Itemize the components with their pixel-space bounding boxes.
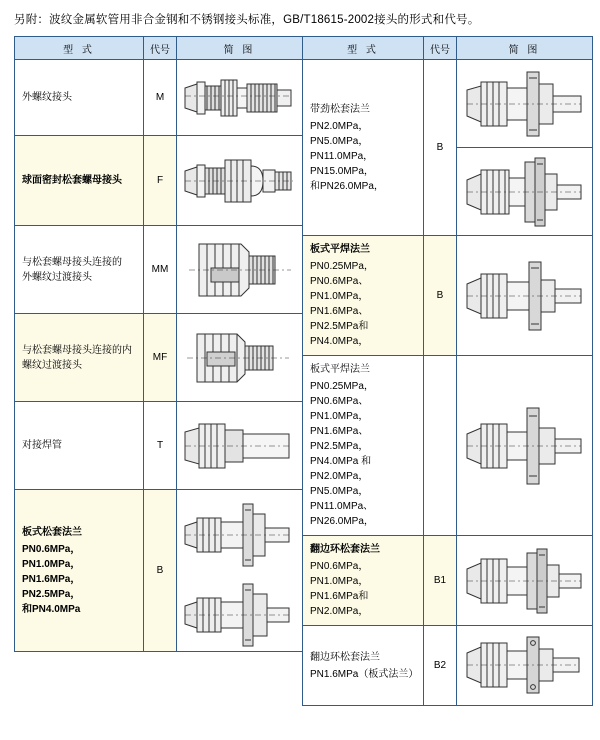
row-name-line: PN2.5MPa，PN4.0MPa 和 <box>310 441 372 467</box>
row-code-cell: F <box>144 136 177 226</box>
row-name-line: PN0.6MPa，PN1.0MPa， <box>22 543 81 570</box>
plate-flat-weld-flange-figure-2 <box>457 394 592 498</box>
female-thread-transition-figure <box>177 322 302 394</box>
left-header-row <box>15 37 303 60</box>
row-code-cell: T <box>144 402 177 490</box>
right-table-head <box>303 37 593 60</box>
left-header-type: 型 式 <box>15 37 144 60</box>
row-name-line: PN1.6MPa和PN2.0MPa， <box>310 591 369 617</box>
row-code-cell: MF <box>144 314 177 402</box>
row-figure-cell <box>177 226 303 314</box>
right-header-row <box>303 37 593 60</box>
flared-ring-loose-flange-figure <box>457 541 592 621</box>
row-name-line: 外螺纹过渡接头 <box>22 271 92 283</box>
plate-flat-weld-flange-figure <box>457 256 592 336</box>
right-spec-table <box>302 36 593 706</box>
right-table-body <box>303 60 593 706</box>
spherical-seal-union-nut-figure <box>177 146 302 216</box>
row-figure-cell <box>177 60 303 136</box>
row-name-cell <box>303 356 424 536</box>
threaded-male-connector-figure <box>177 68 302 128</box>
flared-ring-loose-flange-figure-2 <box>457 629 592 703</box>
row-name-line: 板式平焊法兰 <box>310 244 370 255</box>
table-row <box>15 226 303 314</box>
row-name-line: PN2.0MPa，PN5.0MPa， <box>310 120 369 147</box>
table-row <box>303 60 593 148</box>
left-table-head <box>15 37 303 60</box>
row-name-cell <box>15 490 144 652</box>
row-name-line: 翻边环松套法兰 <box>310 651 380 663</box>
left-header-code: 代号 <box>144 37 177 60</box>
page-title: 另附：波纹金属软管用非合金钢和不锈钢接头标准，GB/T18615-2002接头的形式和代号。 <box>14 14 480 26</box>
row-name-cell <box>303 60 424 236</box>
row-name-line: PN1.0MPa，PN1.6MPa、 <box>310 411 369 437</box>
row-name-line: PN2.0MPa，PN5.0MPa， <box>310 471 369 497</box>
row-code-cell: M <box>144 60 177 136</box>
row-name-text: 外螺纹接头 <box>22 92 72 103</box>
row-name-cell <box>15 226 144 314</box>
row-figure-cell <box>457 236 593 356</box>
row-name-line: PN11.0MPa、PN26.0MPa， <box>310 501 374 527</box>
row-figure-cell <box>177 402 303 490</box>
left-table-body <box>15 60 303 652</box>
right-header-code: 代号 <box>424 37 457 60</box>
row-name-line: 与松套螺母接头连接的内 <box>22 344 132 356</box>
row-name-line: PN11.0MPa，PN15.0MPa， <box>310 150 374 177</box>
row-name-text <box>15 519 143 623</box>
row-name-cell <box>303 626 424 706</box>
row-figure-cell <box>177 314 303 402</box>
row-code-cell: B <box>144 490 177 652</box>
row-figure-cell <box>457 60 593 148</box>
row-name-line: PN2.5MPa和PN4.0MPa， <box>310 321 369 347</box>
row-figure-cell <box>457 148 593 236</box>
row-name-text <box>303 356 423 535</box>
row-name-line: PN1.6MPa，PN2.5MPa， <box>22 573 81 600</box>
table-row <box>15 60 303 136</box>
row-name-cell <box>303 236 424 356</box>
row-code-cell <box>424 356 457 536</box>
row-name-line: 板式松套法兰 <box>22 526 82 538</box>
row-name-text <box>303 96 423 200</box>
row-name-line: 翻边环松套法兰 <box>310 544 380 555</box>
row-name-line: 和PN4.0MPa <box>22 603 81 615</box>
ribbed-loose-flange-figure <box>457 64 592 144</box>
row-name-cell <box>15 402 144 490</box>
left-header-figure: 简 图 <box>177 37 303 60</box>
row-name-line: PN1.0MPa，PN1.6MPa、 <box>310 291 369 317</box>
left-spec-table <box>14 36 303 652</box>
row-name-cell <box>15 136 144 226</box>
row-name-line: PN1.6MPa（板式法兰） <box>310 668 419 680</box>
row-figure-cell <box>457 356 593 536</box>
right-header-type: 型 式 <box>303 37 424 60</box>
row-code-cell: B <box>424 60 457 236</box>
row-figure-cell <box>177 136 303 226</box>
row-name-line: 螺纹过渡接头 <box>22 359 82 371</box>
table-row <box>303 356 593 536</box>
row-name-line: 与松套螺母接头连接的 <box>22 256 122 268</box>
row-code-cell: B <box>424 236 457 356</box>
row-name-cell <box>303 536 424 626</box>
row-name-text <box>15 249 143 291</box>
row-figure-cell <box>177 490 303 652</box>
row-code-cell: B2 <box>424 626 457 706</box>
row-name-line: 板式平焊法兰 <box>310 364 370 375</box>
row-code-cell: B1 <box>424 536 457 626</box>
butt-weld-pipe-figure <box>177 410 302 482</box>
right-header-figure: 简 图 <box>457 37 593 60</box>
row-name-cell <box>15 314 144 402</box>
row-figure-cell <box>457 536 593 626</box>
table-row <box>15 490 303 652</box>
table-row <box>15 136 303 226</box>
table-row <box>303 626 593 706</box>
row-figure-cell <box>457 626 593 706</box>
row-name-line: 和PN26.0MPa， <box>310 180 384 192</box>
plate-loose-flange-figure <box>177 492 302 650</box>
row-name-text <box>303 536 423 625</box>
row-name-line: PN0.25MPa，PN0.6MPa、 <box>310 381 374 407</box>
tables-container <box>0 36 600 706</box>
table-row <box>15 314 303 402</box>
table-row <box>303 236 593 356</box>
row-code-cell: MM <box>144 226 177 314</box>
row-name-text: 球面密封松套螺母接头 <box>22 175 122 186</box>
row-name-line: PN0.6MPa，PN1.0MPa， <box>310 561 369 587</box>
table-row <box>15 402 303 490</box>
row-name-line: 带劲松套法兰 <box>310 103 370 115</box>
row-name-text <box>303 644 423 688</box>
male-thread-transition-figure <box>177 234 302 306</box>
row-name-cell <box>15 60 144 136</box>
row-name-text <box>303 236 423 355</box>
row-name-text: 对接焊管 <box>22 440 62 451</box>
ribbed-loose-flange-figure-2 <box>457 152 592 232</box>
row-name-text <box>15 337 143 379</box>
table-row <box>303 536 593 626</box>
row-name-line: PN0.25MPa，PN0.6MPa、 <box>310 261 374 287</box>
